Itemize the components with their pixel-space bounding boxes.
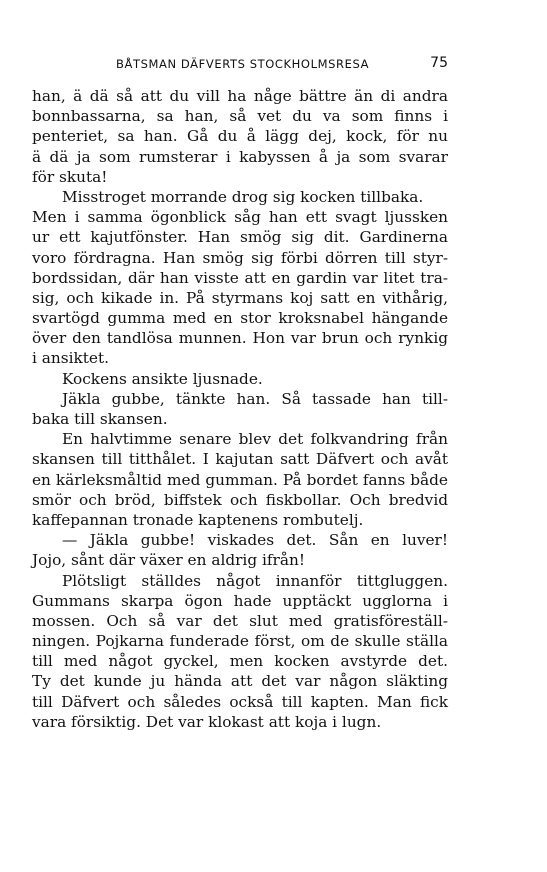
text-line: för skuta! [32,167,108,186]
text-line: penteriet, sa han. Gå du å lägg dej, kock, för nu [32,127,448,146]
text-line: Jäkla gubbe, tänkte han. Så tassade han till- [62,389,448,408]
running-header [32,55,448,77]
text-line: vara försiktig. Det var klokast att koja i lugn. [32,712,382,731]
text-line: ningen. Pojkarna funderade först, om de skulle ställa [32,632,448,651]
text-line: i ansiktet. [32,349,109,368]
text-line: svartögd gumma med en stor kroksnabel hängande [32,309,448,328]
running-title: BÅTSMAN DÄFVERTS STOCKHOLMSRESA [116,57,370,71]
page-number: 75 [430,55,448,71]
body-text [32,86,448,732]
text-line: han, ä dä så att du vill ha någe bättre än di andra [32,87,448,105]
text-line: ur ett kajutfönster. Han smög sig dit. Gardinerna [32,228,448,247]
text-line: Kockens ansikte ljusnade. [62,369,263,388]
text-line: Misstroget morrande drog sig kocken tillbaka. [62,187,424,206]
text-line: baka till skansen. [32,410,168,428]
text-line: sig, och kikade in. På styrmans koj satt en vithårig, [32,288,448,307]
text-line: över den tandlösa munnen. Hon var brun och rynkig [32,329,448,348]
text-line: Gummans skarpa ögon hade upptäckt ugglorna i [32,591,448,610]
text-line: Jojo, sånt där växer en aldrig ifrån! [32,551,305,570]
text-line: — Jäkla gubbe! viskades det. Sån en luver! [62,531,448,550]
text-line: bonnbassarna, sa han, så vet du va som finns i [32,107,448,126]
text-line: En halvtimme senare blev det folkvandring från [62,430,448,449]
text-line: Men i samma ögonblick såg han ett svagt ljussken [32,208,448,227]
text-line: till Däfvert och således också till kapten. Man fick [32,692,448,711]
text-line: kaffepannan tronade kaptenens rombutelj. [32,510,364,529]
text-line: till med något gyckel, men kocken avstyrde det. [32,652,448,671]
text-line: mossen. Och så var det slut med gratisföreställ- [32,611,448,630]
text-line: en kärleksmåltid med gumman. På bordet fanns både [32,470,448,489]
text-line: Ty det kunde ju hända att det var någon släkting [32,672,448,691]
text-line: smör och bröd, biffstek och fiskbollar. Och bredvid [32,490,448,509]
text-line: Plötsligt ställdes något innanför tittgluggen. [62,571,448,590]
text-line: ä dä ja som rumsterar i kabyssen å ja som svarar [32,147,448,166]
text-line: bordssidan, där han visste att en gardin var litet tra- [32,268,448,287]
text-line: skansen till titthålet. I kajutan satt Däfvert och avåt [32,450,448,469]
text-line: voro fördragna. Han smög sig förbi dörren till styr- [32,248,448,267]
